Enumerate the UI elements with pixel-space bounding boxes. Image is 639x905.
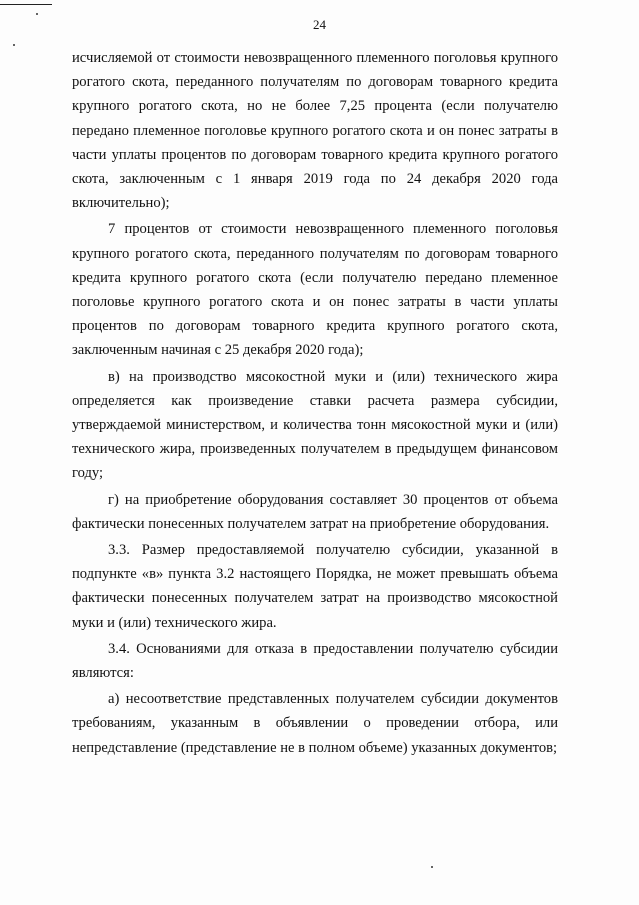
scan-speck [13,44,15,46]
page-number: 24 [313,17,326,32]
paragraph: в) на производство мясокостной муки и (или) технического жира определяется как произведение ставки расчета размера субсидии, утверждаемой министерством, и количества тонн мясокостной муки и (или) технического жира, произведенных получателем в предыдущем финансовом году; [72,368,558,482]
scan-speck [431,866,433,868]
scan-speck [36,13,38,15]
paragraph: исчисляемой от стоимости невозвращенного племенного поголовья крупного рогатого скота, переданного получателям по договорам товарного кредита крупного рогатого скота, но не более 7,25 процента (если получателю передано племенное поголовье крупного рогатого скота и он понес затраты в части уплаты процентов по договорам товарного кредита крупного рогатого скота, заключенным с 1 января 2019 года по 24 декабря 2020 года включительно); [72,50,558,212]
paragraph: а) несоответствие представленных получателем субсидии документов требованиям, указанным в объявлении о проведении отбора, или непредставление (представление не в полном объеме) указанных документов; [72,691,558,756]
paragraph: г) на приобретение оборудования составляет 30 процентов от объема фактически понесенных получателем затрат на приобретение оборудования. [72,491,558,532]
paragraph: 3.4. Основаниями для отказа в предоставлении получателю субсидии являются: [72,640,558,682]
scan-edge-mark [0,4,52,5]
paragraph: 3.3. Размер предоставляемой получателю субсидии, указанной в подпункте «в» пункта 3.2 настоящего Порядка, не может превышать объема фактически понесенных получателем затрат на производство мясокостной муки и (или) технического жира. [72,542,558,631]
paragraph: 7 процентов от стоимости невозвращенного племенного поголовья крупного рогатого скота, переданного получателям по договорам товарного кредита крупного рогатого скота (если получателю передано племенное поголовье крупного рогатого скота и он понес затраты в части уплаты процентов по договорам товарного кредита крупного рогатого скота, заключенным начиная с 25 декабря 2020 года); [72,221,558,359]
document-body [72,46,558,762]
